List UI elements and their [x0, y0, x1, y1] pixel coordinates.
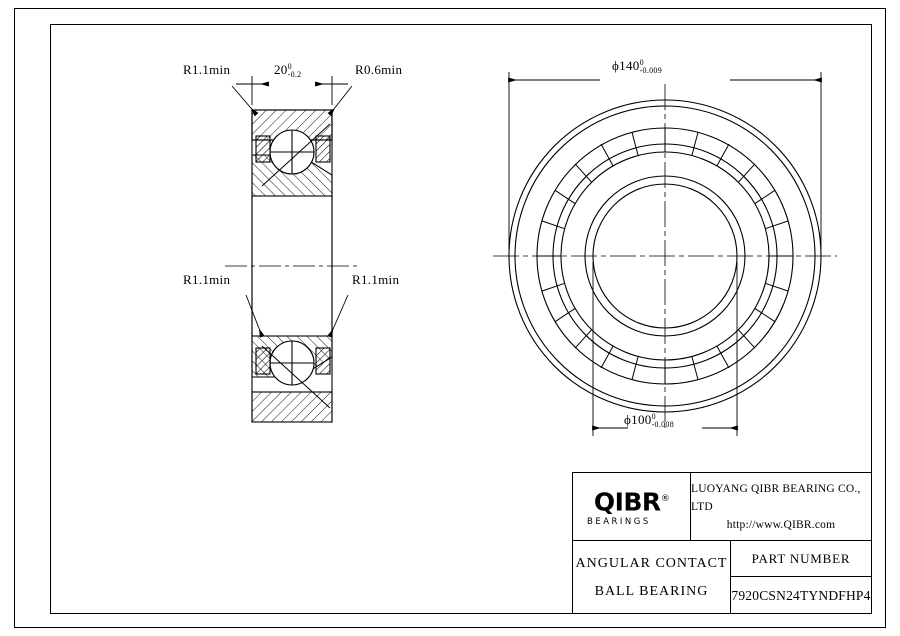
logo-wordmark [594, 486, 669, 515]
width-value: 20 [274, 62, 288, 77]
title-block-detail-row [573, 541, 871, 614]
product-type-line-2: BALL BEARING [594, 583, 709, 599]
label-chamfer-bottom-left: R1.1min [183, 272, 231, 287]
registered-trademark-icon: ® [660, 493, 670, 504]
label-outer-diameter [612, 58, 662, 75]
label-chamfer-top-right: R0.6min [355, 62, 403, 77]
title-block-header-row [573, 473, 871, 541]
company-info [691, 473, 871, 540]
od-symbol: ϕ [612, 58, 620, 73]
width-tol-lower: -0.2 [287, 70, 302, 80]
width-dimension [236, 76, 348, 105]
company-website[interactable]: http://www.QIBR.com [726, 518, 836, 531]
id-tol-upper: 0 [651, 412, 656, 422]
id-tol-lower: -0.008 [651, 420, 675, 430]
id-symbol: ϕ [624, 412, 632, 427]
logo-tagline: BEARINGS [587, 517, 651, 528]
part-number-cell [731, 541, 871, 614]
company-name: LUOYANG QIBR BEARING CO., LTD [691, 482, 861, 513]
od-value: 140 [619, 58, 640, 73]
cross-section-view [225, 110, 358, 422]
label-chamfer-top-left: R1.1min [183, 62, 231, 77]
title-block [572, 472, 872, 614]
label-width-dimension [274, 62, 301, 79]
width-tol-upper: 0 [287, 62, 292, 72]
od-tol-lower: -0.009 [639, 66, 663, 76]
product-type [573, 541, 731, 614]
logo-text: QIBR [593, 487, 661, 517]
part-number-label: PART NUMBER [731, 541, 871, 577]
company-logo [573, 473, 691, 540]
id-value: 100 [631, 412, 652, 427]
label-chamfer-bottom-right: R1.1min [352, 272, 400, 287]
product-type-line-1: ANGULAR CONTACT [575, 555, 728, 571]
od-tol-upper: 0 [639, 58, 644, 68]
label-inner-diameter [624, 412, 674, 429]
part-number-value: 7920CSN24TYNDFHP4 [731, 587, 871, 603]
front-view [493, 84, 837, 428]
